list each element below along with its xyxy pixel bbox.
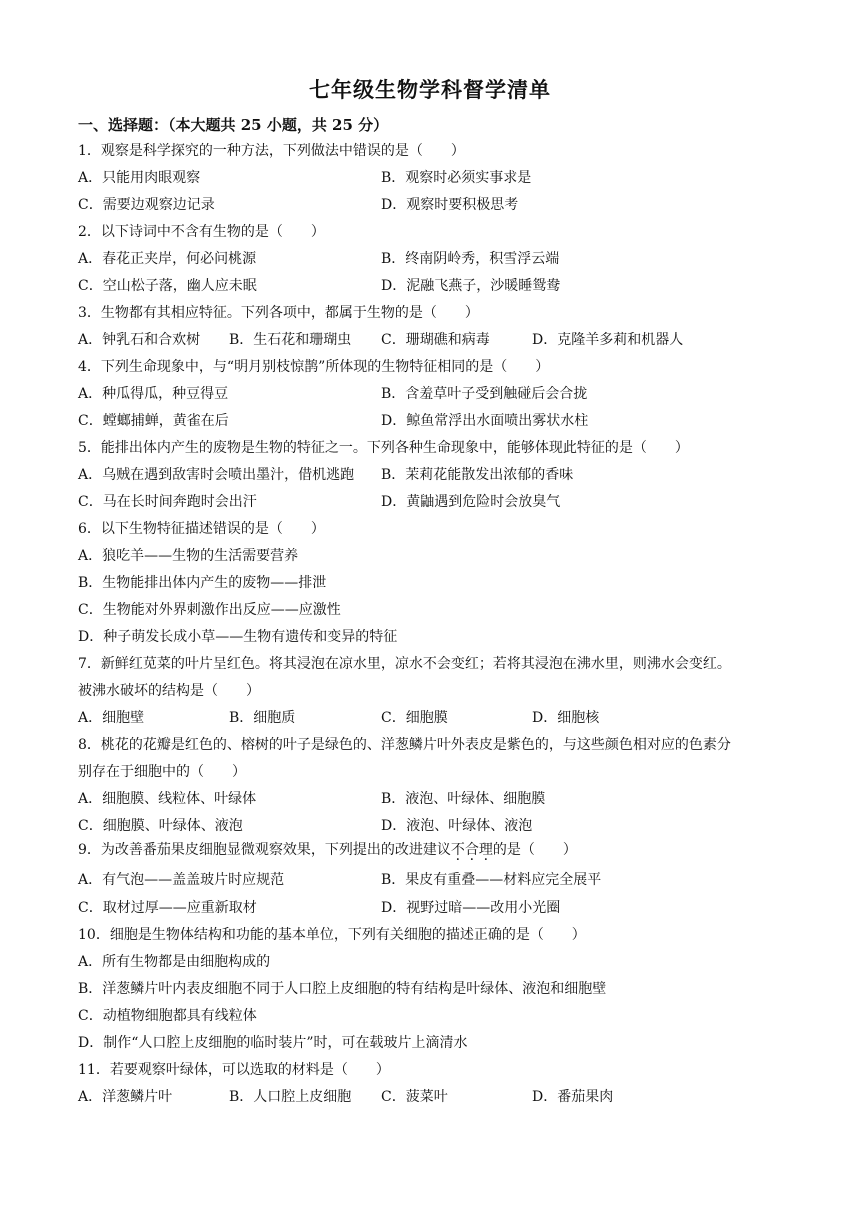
question-11-option-d[interactable]: D．番茄果肉 — [532, 1089, 614, 1105]
question-7-option-c[interactable]: C．细胞膜 — [381, 710, 448, 726]
question-1-option-d[interactable]: D．观察时要积极思考 — [381, 197, 519, 213]
question-4-option-d[interactable]: D．鲸鱼常浮出水面喷出雾状水柱 — [381, 413, 589, 429]
question-11-option-b[interactable]: B．人口腔上皮细胞 — [229, 1089, 352, 1105]
question-8-option-c[interactable]: C．细胞膜、叶绿体、液泡 — [78, 818, 243, 834]
question-5-option-c[interactable]: C．马在长时间奔跑时会出汗 — [78, 494, 257, 510]
question-8-option-b[interactable]: B．液泡、叶绿体、细胞膜 — [381, 791, 546, 807]
question-3-option-c[interactable]: C．珊瑚礁和病毒 — [381, 332, 490, 348]
question-6-stem: 6．以下生物特征描述错误的是（ ） — [78, 521, 325, 537]
question-8-option-d[interactable]: D．液泡、叶绿体、液泡 — [381, 818, 533, 834]
question-3-stem: 3．生物都有其相应特征。下列各项中，都属于生物的是（ ） — [78, 305, 479, 321]
question-9-emphasis: 不合理 — [450, 842, 493, 858]
question-1-option-a[interactable]: A．只能用肉眼观察 — [78, 170, 201, 186]
question-9-stem-start: 9．为改善番茄果皮细胞显微观察效果，下列提出的改进建议 — [78, 842, 451, 858]
section-heading: 一、选择题：（本大题共 25 小题，共 25 分） — [78, 116, 389, 134]
question-11-stem: 11．若要观察叶绿体，可以选取的材料是（ ） — [78, 1062, 390, 1078]
question-7-option-a[interactable]: A．细胞壁 — [78, 710, 145, 726]
question-2-option-a[interactable]: A．春花正夹岸，何必问桃源 — [78, 251, 257, 267]
question-4-option-b[interactable]: B．含羞草叶子受到触碰后会合拢 — [381, 386, 588, 402]
question-6-option-c[interactable]: C．生物能对外界刺激作出反应——应激性 — [78, 602, 341, 618]
question-1-stem: 1．观察是科学探究的一种方法，下列做法中错误的是（ ） — [78, 143, 465, 159]
question-4-option-a[interactable]: A．种瓜得瓜，种豆得豆 — [78, 386, 229, 402]
question-10-option-a[interactable]: A．所有生物都是由细胞构成的 — [78, 954, 271, 970]
question-7-stem-continued: 被沸水破坏的结构是（ ） — [78, 683, 260, 699]
question-5-option-a[interactable]: A．乌贼在遇到敌害时会喷出墨汁，借机逃跑 — [78, 467, 355, 483]
question-10-option-c[interactable]: C．动植物细胞都具有线粒体 — [78, 1008, 257, 1024]
question-2-option-b[interactable]: B．终南阴岭秀，积雪浮云端 — [381, 251, 560, 267]
question-5-option-b[interactable]: B．茉莉花能散发出浓郁的香味 — [381, 467, 574, 483]
question-9-stem-end: 的是（ ） — [492, 842, 577, 858]
question-1-option-c[interactable]: C．需要边观察边记录 — [78, 197, 215, 213]
question-9-stem — [78, 840, 577, 860]
question-9-option-d[interactable]: D．视野过暗——改用小光圈 — [381, 900, 561, 916]
question-11-option-c[interactable]: C．菠菜叶 — [381, 1089, 448, 1105]
page-title: 七年级生物学科督学清单 — [309, 77, 551, 102]
question-5-stem: 5．能排出体内产生的废物是生物的特征之一。下列各种生命现象中，能够体现此特征的是（ ） — [78, 440, 689, 456]
question-11-option-a[interactable]: A．洋葱鳞片叶 — [78, 1089, 173, 1105]
question-7-stem: 7．新鲜红苋菜的叶片呈红色。将其浸泡在凉水里，凉水不会变红；若将其浸泡在沸水里，则沸水会变红。 — [78, 656, 731, 672]
question-3-option-a[interactable]: A．钟乳石和合欢树 — [78, 332, 201, 348]
question-7-option-b[interactable]: B．细胞质 — [229, 710, 296, 726]
question-1-option-b[interactable]: B．观察时必须实事求是 — [381, 170, 532, 186]
question-6-option-a[interactable]: A．狼吃羊——生物的生活需要营养 — [78, 548, 299, 564]
question-9-option-a[interactable]: A．有气泡——盖盖玻片时应规范 — [78, 872, 285, 888]
question-7-option-d[interactable]: D．细胞核 — [532, 710, 600, 726]
question-10-option-b[interactable]: B．洋葱鳞片叶内表皮细胞不同于人口腔上皮细胞的特有结构是叶绿体、液泡和细胞壁 — [78, 981, 607, 997]
question-8-stem: 8．桃花的花瓣是红色的、榕树的叶子是绿色的、洋葱鳞片叶外表皮是紫色的，与这些颜色相对应的色素分 — [78, 737, 731, 753]
question-10-stem: 10．细胞是生物体结构和功能的基本单位，下列有关细胞的描述正确的是（ ） — [78, 927, 586, 943]
question-6-option-b[interactable]: B．生物能排出体内产生的废物——排泄 — [78, 575, 327, 591]
question-3-option-b[interactable]: B．生石花和珊瑚虫 — [229, 332, 352, 348]
question-9-option-c[interactable]: C．取材过厚——应重新取材 — [78, 900, 257, 916]
question-4-stem: 4．下列生命现象中，与“明月别枝惊鹊”所体现的生物特征相同的是（ ） — [78, 359, 550, 375]
question-5-option-d[interactable]: D．黄鼬遇到危险时会放臭气 — [381, 494, 561, 510]
question-2-option-c[interactable]: C．空山松子落，幽人应未眠 — [78, 278, 257, 294]
question-2-stem: 2．以下诗词中不含有生物的是（ ） — [78, 224, 325, 240]
question-6-option-d[interactable]: D．种子萌发长成小草——生物有遗传和变异的特征 — [78, 629, 398, 645]
question-10-option-d[interactable]: D．制作“人口腔上皮细胞的临时装片”时，可在载玻片上滴清水 — [78, 1035, 468, 1051]
question-9-option-b[interactable]: B．果皮有重叠——材料应完全展平 — [381, 872, 602, 888]
question-8-stem-continued: 别存在于细胞中的（ ） — [78, 764, 246, 780]
question-3-option-d[interactable]: D．克隆羊多莉和机器人 — [532, 332, 684, 348]
question-2-option-d[interactable]: D．泥融飞燕子，沙暖睡鸳鸯 — [381, 278, 561, 294]
question-8-option-a[interactable]: A．细胞膜、线粒体、叶绿体 — [78, 791, 257, 807]
question-4-option-c[interactable]: C．螳螂捕蝉，黄雀在后 — [78, 413, 229, 429]
